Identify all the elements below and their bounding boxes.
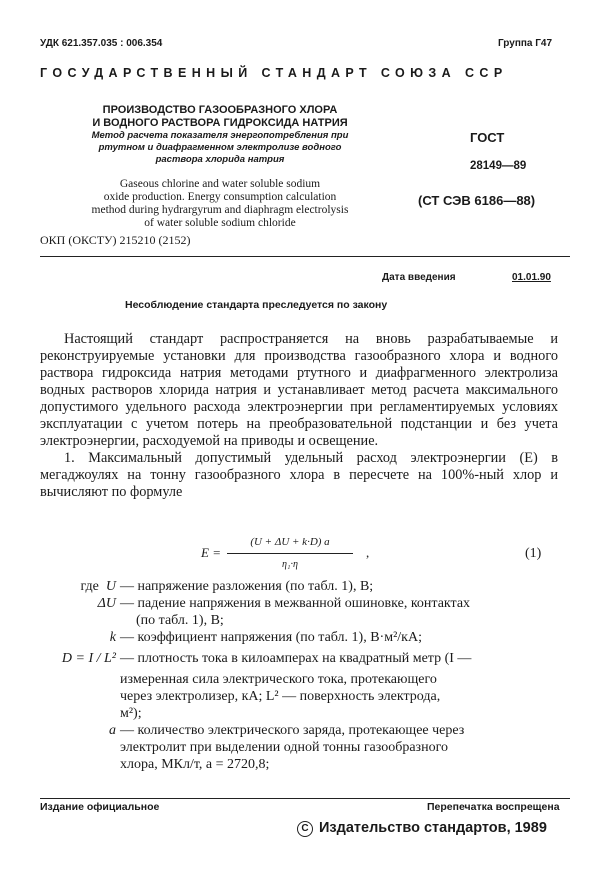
body-text xyxy=(40,331,558,501)
title-line-1: ПРОИЗВОДСТВО ГАЗООБРАЗНОГО ХЛОРА xyxy=(102,104,338,116)
date-label: Дата введения xyxy=(382,272,456,283)
definition-a-text-3: хлора, МКл/т, a = 2720,8; xyxy=(120,757,270,772)
legal-notice: Несоблюдение стандарта преследуется по закону xyxy=(125,299,388,311)
copyright-line xyxy=(297,820,547,837)
definition-D-text-4: м²); xyxy=(120,706,142,721)
header-divider xyxy=(40,256,570,257)
gost-number: 28149—89 xyxy=(470,160,527,172)
date-value: 01.01.90 xyxy=(512,272,551,283)
symbol-a: a xyxy=(109,723,116,738)
sev-number: (СТ СЭВ 6186—88) xyxy=(418,193,536,208)
where-word: где xyxy=(80,579,99,594)
official-edition-label: Издание официальное xyxy=(40,801,160,813)
paragraph-item-1: 1. Максимальный допустимый удельный расход электроэнергии (E) в мегаджоулях на тонну газообразного хлора в пересчете на 100%-ный хлор и вычисляют по формуле xyxy=(40,450,558,500)
definition-D xyxy=(38,650,568,667)
reprint-prohibited-label: Перепечатка воспрещена xyxy=(427,801,560,813)
copyright-text: Издательство стандартов, 1989 xyxy=(319,820,547,836)
definition-k-text: — коэффициент напряжения (по табл. 1), В·м²/кА; xyxy=(120,630,422,645)
definition-D-cont-2 xyxy=(38,688,568,705)
russian-title xyxy=(60,104,380,166)
formula-lhs: E = xyxy=(201,545,221,560)
symbol-U-letter: U xyxy=(105,579,116,594)
english-title-line-2: oxide production. Energy consumption calculation xyxy=(103,191,337,203)
definition-U xyxy=(38,578,568,595)
definition-D-text-3: через электролизер, кА; L² — поверхность электрода, xyxy=(120,689,441,704)
definition-U-text: — напряжение разложения (по табл. 1), В; xyxy=(120,579,374,594)
symbol-U xyxy=(38,578,116,595)
subtitle-line-3: раствора хлорида натрия xyxy=(155,154,285,165)
subtitle-line-2: ртутном и диафрагменном электролизе водного xyxy=(98,142,342,153)
symbol-k: k xyxy=(109,630,116,645)
subtitle-line-1: Метод расчета показателя энергопотребления при xyxy=(91,130,349,141)
copyright-icon: C xyxy=(297,821,313,837)
definition-dU-cont xyxy=(38,612,568,629)
english-title xyxy=(60,178,380,230)
udk-code: УДК 621.357.035 : 006.354 xyxy=(40,38,163,49)
definition-a-cont-2 xyxy=(38,756,568,773)
definition-dU-text-2: (по табл. 1), В; xyxy=(136,613,224,628)
english-title-line-4: of water soluble sodium chloride xyxy=(144,217,296,229)
formula-comma: , xyxy=(366,545,370,560)
fraction-bar xyxy=(227,553,353,554)
definition-dU xyxy=(38,595,568,612)
formula-numerator: (U + ΔU + k·D) a xyxy=(250,536,330,548)
gost-label: ГОСТ xyxy=(470,130,505,145)
definition-D-cont-3 xyxy=(38,705,568,722)
english-title-line-3: method during hydrargyrum and diaphragm electrolysis xyxy=(91,204,349,216)
formula-denominator: η₁·η xyxy=(282,559,298,570)
english-title-line-1: Gaseous chlorine and water soluble sodium xyxy=(119,178,321,190)
definition-a xyxy=(38,722,568,739)
symbol-D: D = I / L² xyxy=(61,651,116,666)
state-standard-heading: ГОСУДАРСТВЕННЫЙ СТАНДАРТ СОЮЗА ССР xyxy=(40,66,508,80)
definition-k xyxy=(38,629,568,646)
definition-D-text-1: — плотность тока в килоамперах на квадратный метр (I — xyxy=(120,651,472,666)
symbol-dU: ΔU xyxy=(97,596,116,611)
equation-number: (1) xyxy=(525,546,542,561)
paragraph-scope: Настоящий стандарт распространяется на вновь разрабатываемые и реконструируемые установки для производства газообразного хлора и водного раствора гидроксида натрия методами ртутного и диафрагменного электролиза водных растворов хлорида натрия и устанавливает метод расчета максимального допустимого удельного расхода электроэнергии при регламентируемых условиях эксплуатации с учетом потерь на преобразовательной подстанции и без учета электроэнергии, расходуемой на приводы и освещение. xyxy=(40,331,558,449)
definition-dU-text-1: — падение напряжения в межванной ошиновке, контактах xyxy=(120,596,471,611)
definitions-list xyxy=(38,578,568,773)
definition-D-cont-1 xyxy=(38,671,568,688)
title-line-2: И ВОДНОГО РАСТВОРА ГИДРОКСИДА НАТРИЯ xyxy=(92,117,348,129)
group-code: Группа Г47 xyxy=(498,38,553,49)
definition-a-cont-1 xyxy=(38,739,568,756)
definition-a-text-2: электролит при выделении одной тонны газообразного xyxy=(120,740,448,755)
okp-code: ОКП (ОКСТУ) 215210 (2152) xyxy=(40,233,191,247)
footer-divider xyxy=(40,798,570,799)
definition-D-text-2: измеренная сила электрического тока, протекающего xyxy=(120,672,437,687)
definition-a-text-1: — количество электрического заряда, протекающее через xyxy=(120,723,465,738)
